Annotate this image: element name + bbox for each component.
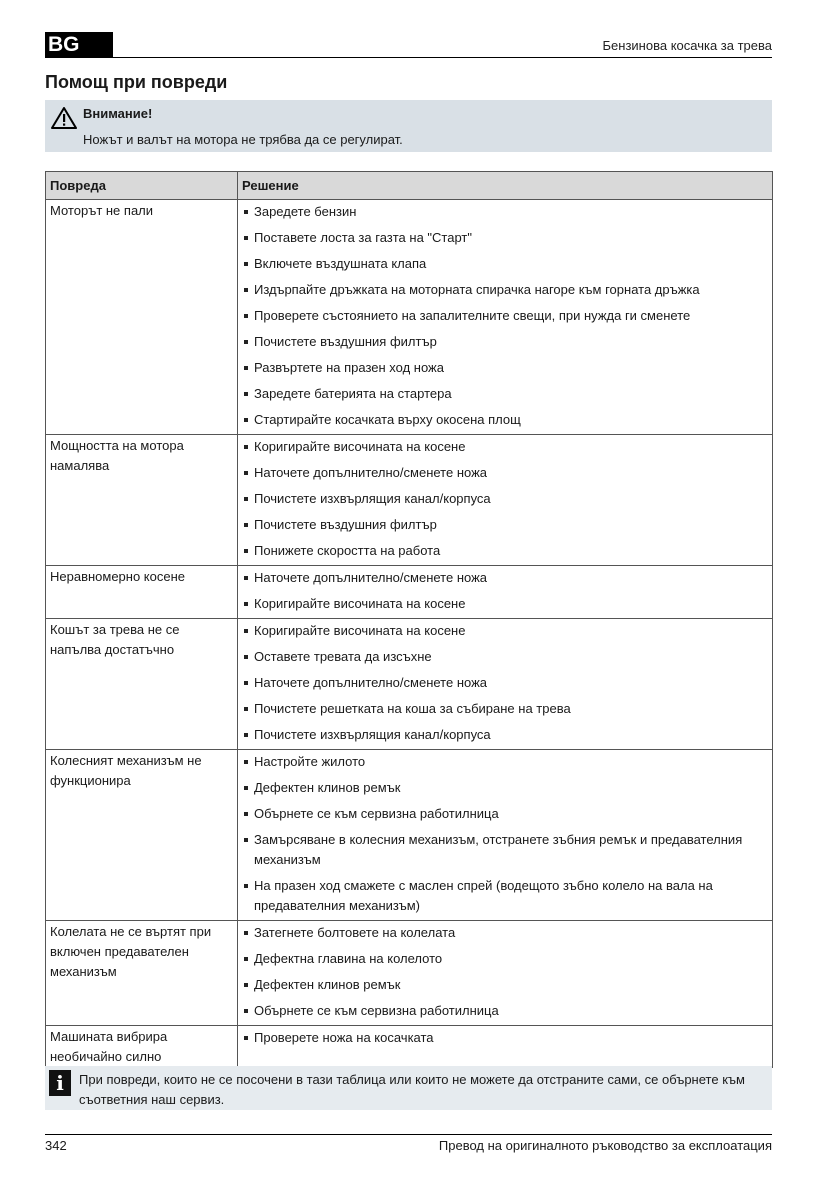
footer-title: Превод на оригиналното ръководство за експлоатация	[438, 1138, 772, 1153]
header-title: Бензинова косачка за трева	[602, 38, 772, 53]
footer-rule	[45, 1134, 772, 1135]
solution-item: Почистете изхвърлящия канал/корпуса	[242, 487, 769, 513]
solution-cell	[238, 1026, 773, 1068]
solution-cell	[238, 200, 773, 435]
solution-item: Почистете въздушния филтър	[242, 330, 769, 356]
problem-cell: Кошът за трева не се напълва достатъчно	[46, 619, 238, 750]
solution-cell	[238, 750, 773, 921]
solution-item: Коригирайте височината на косене	[242, 592, 769, 618]
solution-item: Включете въздушната клапа	[242, 252, 769, 278]
column-header-problem: Повреда	[46, 172, 238, 200]
solution-item: Почистете въздушния филтър	[242, 513, 769, 539]
table-row	[46, 750, 773, 921]
warning-box	[45, 100, 772, 152]
solution-item: Замърсяване в колесния механизъм, отстранете зъбния ремък и предавателния механизъм	[242, 828, 769, 874]
table-row	[46, 619, 773, 750]
solution-list	[242, 921, 769, 1025]
solution-list	[242, 1026, 769, 1052]
solution-item: Затегнете болтовете на колелата	[242, 921, 769, 947]
table-row	[46, 200, 773, 435]
header-rule	[113, 57, 772, 58]
solution-item: Наточете допълнително/сменете ножа	[242, 566, 769, 592]
solution-item: Проверете състоянието на запалителните свещи, при нужда ги сменете	[242, 304, 769, 330]
page-title: Помощ при повреди	[45, 72, 228, 92]
table-row	[46, 566, 773, 619]
warning-title: Внимание!	[83, 106, 153, 121]
problem-cell: Колесният механизъм не функционира	[46, 750, 238, 921]
solution-item: Понижете скоростта на работа	[242, 539, 769, 565]
problem-cell: Машината вибрира необичайно силно	[46, 1026, 238, 1068]
info-box	[45, 1066, 772, 1110]
solution-item: Развъртете на празен ход ножа	[242, 356, 769, 382]
solution-item: На празен ход смажете с маслен спрей (водещото зъбно колело на вала на предавателния механизъм)	[242, 874, 769, 920]
language-badge: BG	[45, 32, 113, 58]
problem-cell: Неравномерно косене	[46, 566, 238, 619]
solution-item: Настройте жилото	[242, 750, 769, 776]
solution-item: Оставете тревата да изсъхне	[242, 645, 769, 671]
solution-item: Заредете батерията на стартера	[242, 382, 769, 408]
column-header-solution: Решение	[238, 172, 773, 200]
warning-triangle-icon	[51, 106, 77, 130]
solution-item: Коригирайте височината на косене	[242, 435, 769, 461]
table-body	[46, 200, 773, 1068]
solution-item: Наточете допълнително/сменете ножа	[242, 461, 769, 487]
problem-cell: Мощността на мотора намалява	[46, 435, 238, 566]
info-text: При повреди, които не се посочени в тази таблица или които не можете да отстраните сами, се обърнете към съответния наш сервиз.	[79, 1072, 745, 1107]
solution-item: Наточете допълнително/сменете ножа	[242, 671, 769, 697]
solution-item: Поставете лоста за газта на "Старт"	[242, 226, 769, 252]
troubleshooting-table	[45, 171, 773, 1068]
solution-list	[242, 435, 769, 565]
solution-item: Дефектен клинов ремък	[242, 973, 769, 999]
solution-item: Обърнете се към сервизна работилница	[242, 802, 769, 828]
warning-text: Ножът и валът на мотора не трябва да се регулират.	[83, 132, 403, 147]
page-number: 342	[45, 1138, 67, 1153]
table-header-row	[46, 172, 773, 200]
solution-item: Заредете бензин	[242, 200, 769, 226]
solution-cell	[238, 566, 773, 619]
solution-cell	[238, 921, 773, 1026]
solution-cell	[238, 619, 773, 750]
solution-list	[242, 750, 769, 920]
table-row	[46, 435, 773, 566]
table-row	[46, 1026, 773, 1068]
page-header	[45, 32, 772, 58]
solution-cell	[238, 435, 773, 566]
solution-item: Почистете изхвърлящия канал/корпуса	[242, 723, 769, 749]
info-icon: i	[49, 1070, 71, 1096]
solution-list	[242, 200, 769, 434]
table-row	[46, 921, 773, 1026]
solution-item: Дефектна главина на колелото	[242, 947, 769, 973]
solution-item: Коригирайте височината на косене	[242, 619, 769, 645]
problem-cell: Моторът не пали	[46, 200, 238, 435]
solution-item: Издърпайте дръжката на моторната спирачка нагоре към горната дръжка	[242, 278, 769, 304]
solution-item: Проверете ножа на косачката	[242, 1026, 769, 1052]
solution-item: Почистете решетката на коша за събиране на трева	[242, 697, 769, 723]
solution-list	[242, 619, 769, 749]
solution-list	[242, 566, 769, 618]
solution-item: Стартирайте косачката върху окосена площ	[242, 408, 769, 434]
solution-item: Обърнете се към сервизна работилница	[242, 999, 769, 1025]
solution-item: Дефектен клинов ремък	[242, 776, 769, 802]
problem-cell: Колелата не се въртят при включен предавателен механизъм	[46, 921, 238, 1026]
